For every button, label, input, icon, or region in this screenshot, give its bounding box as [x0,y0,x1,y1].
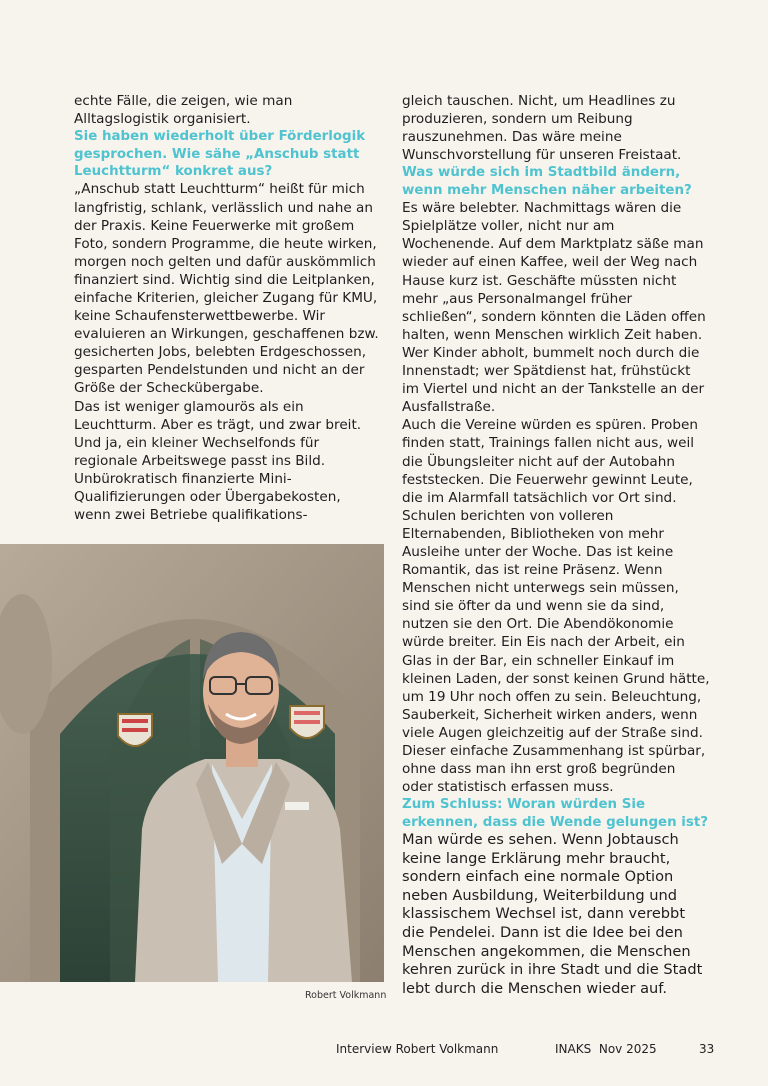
right-column [402,92,710,998]
body-paragraph: gleich tauschen. Nicht, um Headlines zu produzieren, sondern um Reibung rauszunehmen. Das wäre meine Wunschvorstellung für unseren Freistaat. [402,93,682,164]
body-paragraph: Das ist weniger glamourös als ein Leuchtturm. Aber es trägt, und zwar breit. [74,398,362,433]
footer-magazine-issue: INAKS Nov 2025 [555,1042,657,1056]
portrait-photo [0,544,384,982]
body-paragraph: Und ja, ein kleiner Wechselfonds für regionale Arbeitswege passt ins Bild. Unbürokratisch finanzierte Mini-Qualifizierungen oder Übergabekosten, wenn zwei Betriebe qualifikations- [74,434,341,524]
interview-question: Was würde sich im Stadtbild ändern, wenn mehr Menschen näher arbeiten? [402,165,692,198]
body-paragraph: echte Fälle, die zeigen, wie man Alltagslogistik organisiert. [74,93,293,128]
body-paragraph: Auch die Vereine würden es spüren. Proben finden statt, Trainings fallen nicht aus, weil die Übungsleiter nicht auf der Autobahn feststecken. Die Feuerwehr gewinnt Leute, die im Alarmfall tatsächlich vor Ort sind. Schulen berichten von volleren Elternabenden, Bibliotheken von mehr Ausleihe unter der Woche. Das ist keine Romantik, das ist reine Präsenz. Wenn Menschen nicht unterwegs sein müssen, sind sie öfter da und wenn sie da sind, nutzen sie den Ort. Die Abendökonomie würde breiter. Ein Eis nach der Arbeit, ein Glas in der Bar, ein schneller Einkauf im kleinen Laden, der sonst keinen Grund hätte, um 19 Uhr noch offen zu sein. Beleuchtung, Sauberkeit, Sicherheit wirken anders, wenn viele Augen gleichzeitig auf der Straße sind. [402,417,710,741]
interview-question: Sie haben wiederholt über Förderlogik gesprochen. Wie sähe „Anschub statt Leuchtturm“ konkret aus? [74,129,366,179]
interview-question: Zum Schluss: Woran würden Sie erkennen, dass die Wende gelungen ist? [402,797,709,830]
body-paragraph: Man würde es sehen. Wenn Jobtausch keine lange Erklärung mehr braucht, sondern einfach eine normale Option neben Ausbildung, Weiterbildung und klassischem Wechsel ist, dann verebbt die Pendelei. Dann ist die Idee bei den Menschen angekommen, die Menschen kehren zurück in ihre Stadt und die Stadt lebt durch die Menschen wieder auf. [402,831,703,997]
portrait-illustration [0,544,384,982]
footer-article-title: Interview Robert Volkmann [336,1042,499,1056]
body-paragraph: „Anschub statt Leuchtturm“ heißt für mich langfristig, schlank, verlässlich und nahe an der Praxis. Keine Feuerwerke mit großem Foto, sondern Programme, die heute wirken, morgen noch gelten und dafür auskömmlich finanziert sind. Wichtig sind die Leitplanken, einfache Kriterien, gleicher Zugang für KMU, keine Schaufensterwettbewerbe. Wir evaluieren an Wirkungen, geschaffenen bzw. gesicherten Jobs, belebten Erdgeschossen, gesparten Pendelstunden und nicht an der Größe der Scheckübergabe. [74,181,379,397]
body-paragraph: Dieser einfache Zusammenhang ist spürbar, ohne dass man ihn erst groß begründen oder statistisch erfassen muss. [402,743,706,796]
photo-caption: Robert Volkmann [305,990,387,1001]
page-number: 33 [699,1042,715,1056]
left-column [74,92,380,524]
body-paragraph: Es wäre belebter. Nachmittags wären die Spielplätze voller, nicht nur am Wochenende. Auf dem Marktplatz säße man wieder auf einen Kaffee, weil der Weg nach Hause kurz ist. Geschäfte müssten nicht mehr „aus Personalmangel früher schließen“, sondern könnten die Läden offen halten, wenn Menschen wirklich Zeit haben. Wer Kinder abholt, bummelt noch durch die Innenstadt; wer Spätdienst hat, frühstückt im Viertel und nicht an der Tankstelle an der Ausfallstraße. [402,200,706,416]
